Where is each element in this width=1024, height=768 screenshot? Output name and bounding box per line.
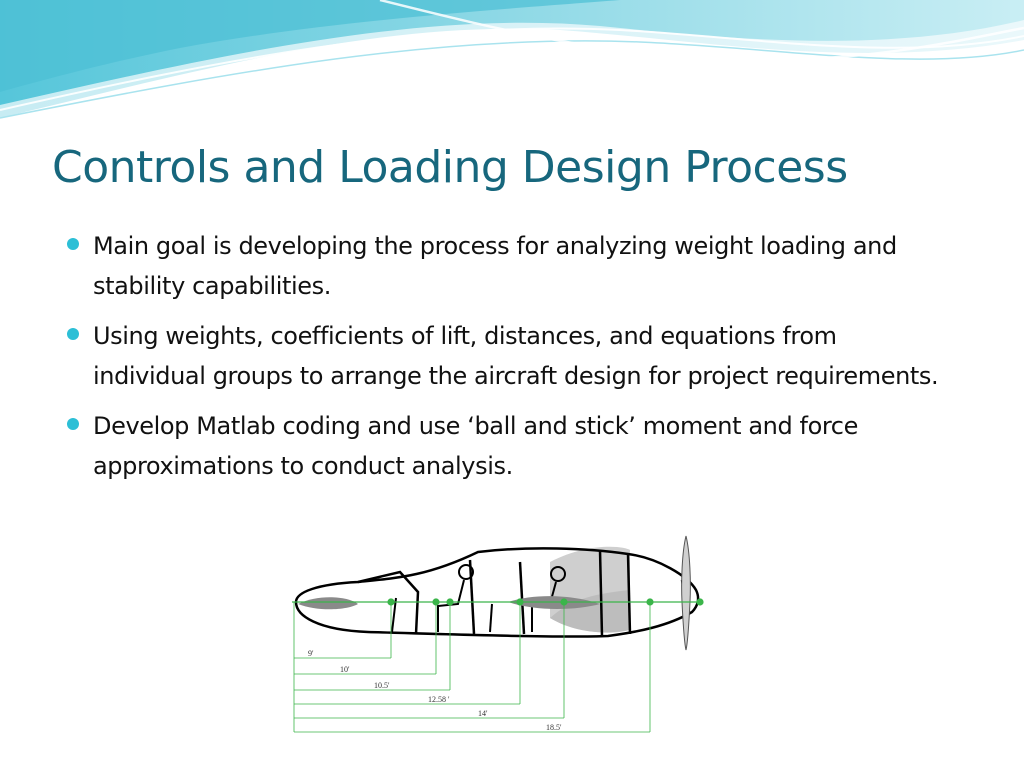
bullet-dot-icon xyxy=(67,238,79,250)
bullet-dot-icon xyxy=(67,418,79,430)
wave-header-decoration xyxy=(0,0,1024,120)
dimension-label: 10' xyxy=(340,665,350,674)
bullet-text: Using weights, coefficients of lift, distances, and equations from individual groups to arrange the aircraft design for project requirements. xyxy=(93,322,939,390)
propeller-disc-shading xyxy=(550,547,630,633)
bullet-item xyxy=(64,406,944,486)
bullet-list xyxy=(64,226,944,496)
dimension-label: 9' xyxy=(308,649,314,658)
bullet-text: Develop Matlab coding and use ‘ball and stick’ moment and force approximations to conduct analysis. xyxy=(93,412,858,480)
bullet-item xyxy=(64,226,944,306)
dimension-label: 12.58 ' xyxy=(428,695,450,704)
slide-title: Controls and Loading Design Process xyxy=(52,142,848,193)
bullet-text: Main goal is developing the process for analyzing weight loading and stability capabilities. xyxy=(93,232,897,300)
bullet-item xyxy=(64,316,944,396)
bullet-dot-icon xyxy=(67,328,79,340)
dimension-label: 14' xyxy=(478,709,488,718)
dimension-label: 18.5' xyxy=(546,723,562,732)
aircraft-loading-diagram xyxy=(288,532,712,742)
dimension-label: 10.5' xyxy=(374,681,390,690)
